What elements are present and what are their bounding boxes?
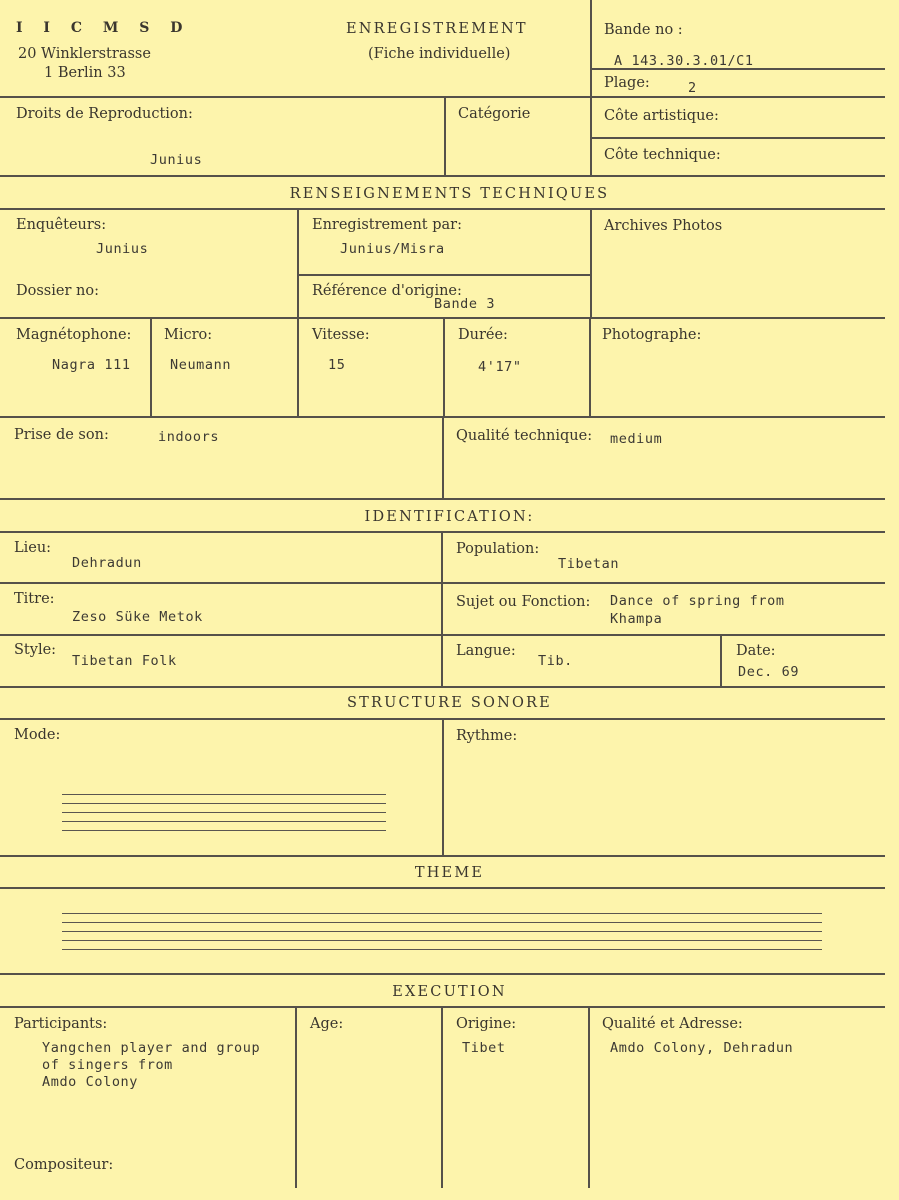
rule-date-left [720,634,722,686]
rule-execution-top [0,973,885,975]
rule-structure-top [0,686,885,688]
langue-value: Tib. [538,653,573,669]
vitesse-label: Vitesse: [312,327,370,343]
rule-header-bottom [0,96,591,98]
rule-structure-middle [442,718,444,855]
prise-label: Prise de son: [14,427,109,443]
qualite-adresse-label: Qualité et Adresse: [602,1016,743,1032]
lieu-label: Lieu: [14,540,52,556]
enregistrement-label: Enregistrement par: [312,217,462,233]
archives-label: Archives Photos [604,218,723,234]
style-value: Tibetan Folk [72,653,177,669]
rule-plage-bottom [591,96,885,98]
langue-label: Langue: [456,643,516,659]
rule-tech-title-bottom [0,208,885,210]
droits-value: Junius [150,152,203,168]
rule-categorie-left [444,96,446,175]
participants-line2: of singers from [42,1057,173,1073]
rule-style-top [0,634,885,636]
form-title: ENREGISTREMENT [346,21,528,37]
style-label: Style: [14,642,57,658]
rule-photographe-left [589,317,591,416]
participants-line3: Amdo Colony [42,1074,139,1090]
enregistrement-value: Junius/Misra [340,241,445,257]
mode-label: Mode: [14,727,61,743]
qualite-label: Qualité technique: [456,428,593,444]
rule-micro-left [150,317,152,416]
plage-value: 2 [688,80,697,96]
categorie-label: Catégorie [458,106,531,122]
section-structure-title: STRUCTURE SONORE [347,695,552,711]
rule-archives-left [590,208,592,317]
section-theme-title: THEME [414,865,485,881]
population-label: Population: [456,541,540,557]
magnetophone-value: Nagra 111 [52,357,131,373]
rule-origine-left [441,1006,443,1188]
rule-age-left [295,1006,297,1188]
rule-tech-top [0,175,885,177]
sujet-value-line2: Khampa [610,611,663,627]
population-value: Tibetan [558,556,620,572]
rule-ident-top [0,498,885,500]
institute-logo: I I C M S D [16,20,191,36]
photographe-label: Photographe: [602,327,702,343]
rule-ident-middle [441,531,443,686]
titre-value: Zeso Süke Metok [72,609,203,625]
address-line1: 20 Winklerstrasse [18,46,151,62]
plage-label: Plage: [604,75,650,91]
rule-right-column [590,0,592,175]
date-value: Dec. 69 [738,664,800,680]
micro-value: Neumann [170,357,232,373]
section-technique-title: RENSEIGNEMENTS TECHNIQUES [289,186,610,202]
enqueteurs-value: Junius [96,241,149,257]
rule-duree-left [443,317,445,416]
duree-label: Durée: [458,327,508,343]
rule-adresse-left [588,1006,590,1188]
section-identification-title: IDENTIFICATION: [364,509,535,525]
rule-vitesse-left [297,317,299,416]
participants-label: Participants: [14,1016,108,1032]
sujet-label: Sujet ou Fonction: [456,594,591,610]
cote-artistique-label: Côte artistique: [604,108,719,124]
sujet-value-line1: Dance of spring from [610,593,785,609]
duree-value: 4'17" [478,359,522,375]
section-execution-title: EXECUTION [392,984,507,1000]
prise-value: indoors [158,429,220,445]
rule-qualite-left [442,416,444,498]
reference-value: Bande 3 [434,296,496,312]
rule-cote-divider [591,137,885,139]
rythme-label: Rythme: [456,728,518,744]
rule-enreg-bottom [298,274,591,276]
rule-titre-top [0,582,885,584]
bande-value: A 143.30.3.01/C1 [614,53,754,69]
age-label: Age: [310,1016,344,1032]
dossier-label: Dossier no: [16,283,99,299]
bande-label: Bande no : [604,22,683,38]
address-line2: 1 Berlin 33 [44,65,126,81]
rule-enreg-left [297,208,299,317]
magnetophone-label: Magnétophone: [16,327,132,343]
participants-line1: Yangchen player and group [42,1040,261,1056]
micro-label: Micro: [164,327,213,343]
qualite-adresse-value: Amdo Colony, Dehradun [610,1040,794,1056]
qualite-value: medium [610,431,663,447]
form-subtitle: (Fiche individuelle) [368,46,511,62]
rule-execution-title-bottom [0,1006,885,1008]
compositeur-label: Compositeur: [14,1157,114,1173]
vitesse-value: 15 [328,357,346,373]
enqueteurs-label: Enquêteurs: [16,217,107,233]
origine-label: Origine: [456,1016,517,1032]
cote-technique-label: Côte technique: [604,147,721,163]
rule-ident-title-bottom [0,531,885,533]
date-label: Date: [736,643,776,659]
titre-label: Titre: [14,591,55,607]
reference-label: Référence d'origine: [312,283,462,299]
origine-value: Tibet [462,1040,506,1056]
lieu-value: Dehradun [72,555,142,571]
droits-label: Droits de Reproduction: [16,106,193,122]
rule-theme-top [0,855,885,857]
rule-theme-title-bottom [0,887,885,889]
